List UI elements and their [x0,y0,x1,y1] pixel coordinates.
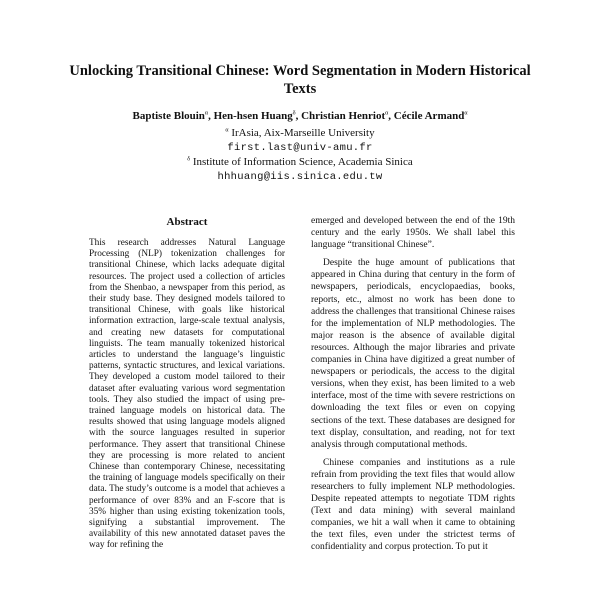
paragraph: Chinese companies and institutions as a rule refrain from providing the text files that would allow researchers to fully implement NLP methodologies. Despite repeated attempts to negotiate TDM rights (Text and data mining) with several mainland companies, we hit a wall when it came to obtaining the text files, even under the strictest terms of confidentiality and corpus protection. To put it [311,457,515,553]
paragraph: Despite the huge amount of publications that appeared in China during that century in the form of newspapers, periodicals, encyclopaedias, books, reports, etc., almost no work has been done to address the challenges that transitional Chinese raises for the implementation of NLP methodologies. The major reason is the absence of available digital resources. Although the major libraries and private companies in China have digitized a great number of newspapers or periodicals, the access to the digital versions, when they exist, has been limited to a web interface, most of the time with severe restrictions on downloading the text files or even on copying sections of the text. These databases are designed for text display, consultation, and reading, not for text analysis through computational methods. [311,258,515,450]
author-email[interactable]: hhhuang@iis.sinica.edu.tw [217,171,383,183]
paper-title: Unlocking Transitional Chinese: Word Segmentation in Modern Historical Texts [69,63,531,97]
author-list [40,110,560,122]
affiliation: $^\delta$ Institute of Information Science, Academia Sinica [187,156,413,168]
abstract-text: This research addresses Natural Language Processing (NLP) tokenization challenges for transitional Chinese, which lacks adequate digital resources. The project used a collection of articles from the Shenbao, a newspaper from this period, as their study base. They designed models tailored to transitional Chinese, with goals like historical information extraction, large-scale textual analysis, and creating new datasets for computational linguists. The team manually tokenized historical articles to understand the language’s linguistic patterns, syntactic structures, and lexical variations. They developed a custom model tailored to their dataset after evaluating various word segmentation tools. They also studied the impact of using pre-trained language models on historical data. The results showed that using language models aligned with the source languages resulted in superior performance. They assert that transitional Chinese they are processing is more related to ancient Chinese than contemporary Chinese, necessitating the training of language models specifically on their data. The study’s outcome is a model that achieves a performance of over 83% and an F-score that is 35% higher than using existing tokenization tools, signifying a substantial improvement. The availability of this new annotated dataset paves the way for refining the [89,238,285,551]
author: Hen-hsen Huang$^\delta$, [213,110,302,122]
author: Christian Henriot$^\alpha$, [301,110,394,122]
paragraph: emerged and developed between the end of the 19th century and the early 1950s. We shall label this language “transitional Chinese”. [311,216,515,251]
abstract-body [89,238,285,552]
author: Baptiste Blouin$^\alpha$, [132,110,214,122]
author: Cécile Armand$^\alpha$ [393,110,468,122]
abstract-heading: Abstract [166,216,208,228]
affiliation: $^\alpha$ IrAsia, Aix-Marseille University [225,127,375,139]
author-email[interactable]: first.last@univ-amu.fr [227,142,373,154]
body-column [311,215,515,554]
